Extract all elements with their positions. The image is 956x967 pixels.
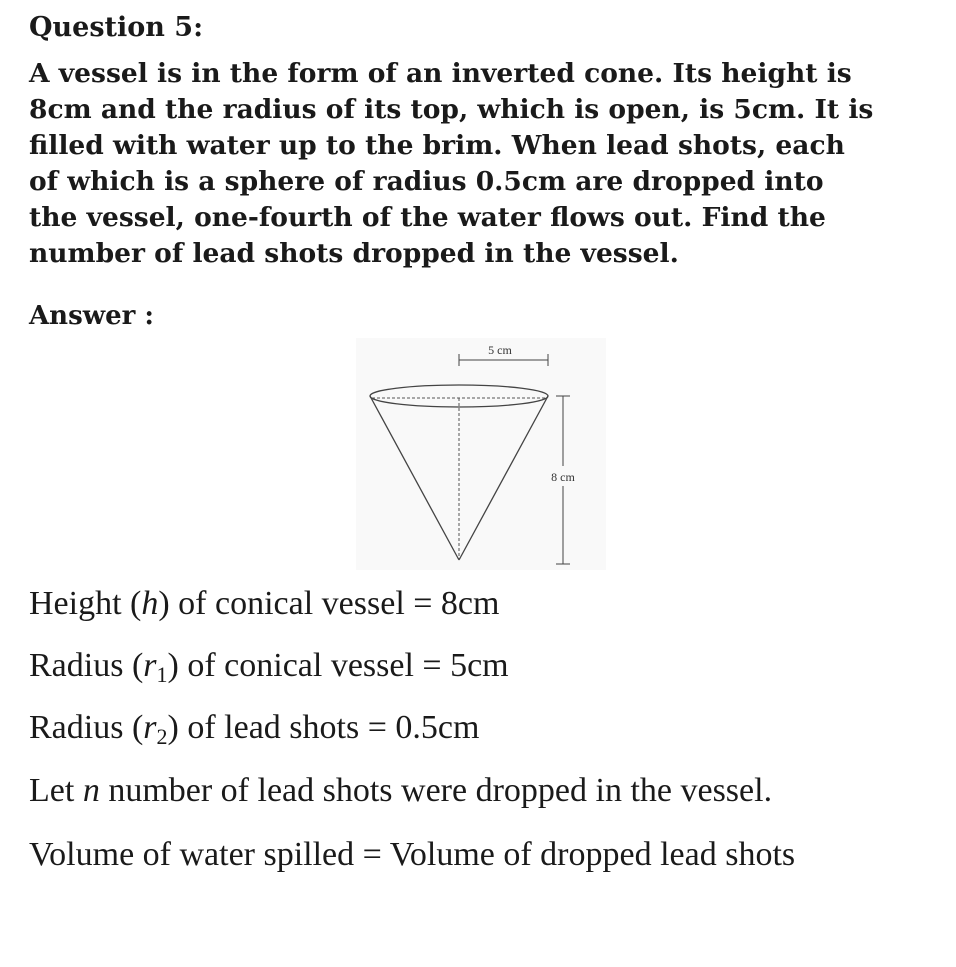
question-line: filled with water up to the brim. When lead shots, each [29,130,845,161]
variable-h: h [141,585,159,622]
cone-diagram [356,338,606,570]
solution-height [29,584,939,624]
height-label: 8 cm [551,470,575,484]
solution-text: Let [29,772,83,809]
question-line: A vessel is in the form of an inverted cone. Its height is [29,58,852,89]
variable-n: n [82,772,100,809]
solution-text: Radius ( [29,647,144,684]
subscript: 2 [156,724,168,749]
variable-r: r [143,647,157,684]
figure-background [356,338,606,570]
cone-figure [356,338,606,570]
solution-text: ) of lead shots = 0.5cm [167,709,480,746]
question-line: the vessel, one-fourth of the water flows out. Find the [29,202,826,233]
solution-radius1 [29,646,939,686]
question-text [29,56,929,272]
solution-radius2 [29,708,939,748]
variable-r: r [143,709,157,746]
solution-text: Height ( [29,585,142,622]
answer-label: Answer : [29,301,154,331]
question-line: number of lead shots dropped in the vessel. [29,238,679,269]
solution-let-n [29,771,939,811]
solution-text: ) of conical vessel = 8cm [158,585,500,622]
solution-text: number of lead shots were dropped in the vessel. [99,772,773,809]
subscript: 1 [156,662,168,687]
solution-text: ) of conical vessel = 5cm [167,647,509,684]
solution-text: Radius ( [29,709,144,746]
question-line: 8cm and the radius of its top, which is open, is 5cm. It is [29,94,874,125]
solution-spilled: Volume of water spilled = Volume of dropped lead shots [29,836,796,873]
radius-label: 5 cm [488,343,512,357]
question-title: Question 5: [29,12,204,43]
question-line: of which is a sphere of radius 0.5cm are dropped into [29,166,824,197]
